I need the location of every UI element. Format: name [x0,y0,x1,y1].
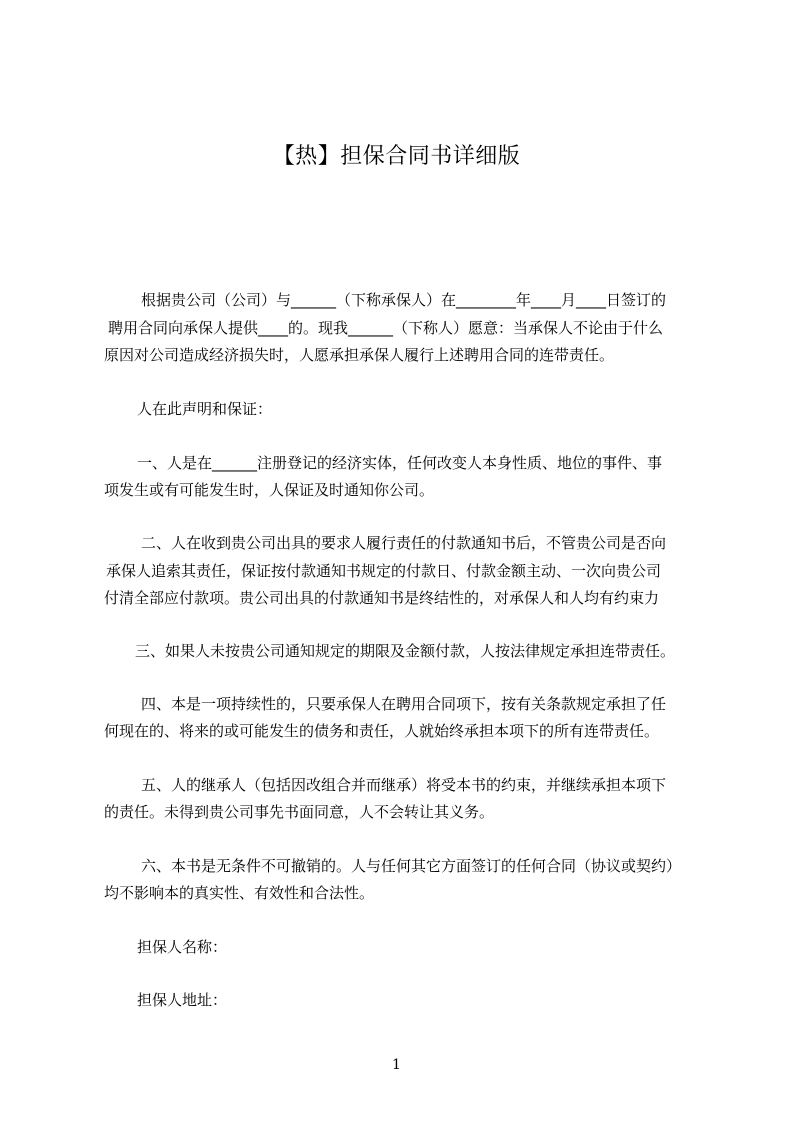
guarantor-address-label: 担保人地址： [137,991,228,1009]
paragraph-5-line-1: 三、如果人未按贵公司通知规定的期限及金额付款，人按法律规定承担连带责任。 [135,642,676,660]
paragraph-6-line-1: 四、本是一项持续性的，只要承保人在聘用合同项下，按有关条款规定承担了任 [141,695,667,713]
paragraph-8-line-2: 均不影响本的真实性、有效性和合法性。 [104,884,375,902]
paragraph-1-line-1: 根据贵公司（公司）与______（下称承保人）在________年____月____日签订的 [141,291,667,309]
paragraph-4-line-1: 二、人在收到贵公司出具的要求人履行责任的付款通知书后，不管贵公司是否向 [141,534,667,552]
page-number: 1 [392,1057,401,1073]
paragraph-6-line-2: 何现在的、将来的或可能发生的债务和责任，人就始终承担本项下的所有连带责任。 [104,722,660,740]
paragraph-4-line-3: 付清全部应付款项。贵公司出具的付款通知书是终结性的，对承保人和人均有约束力 [104,589,660,607]
paragraph-2-line-1: 人在此声明和保证： [137,400,273,418]
paragraph-7-line-1: 五、人的继承人（包括因改组合并而继承）将受本书的约束，并继续承担本项下 [141,776,667,794]
paragraph-7-line-2: 的责任。未得到贵公司事先书面同意，人不会转让其义务。 [104,803,495,821]
paragraph-1-line-2: 聘用合同向承保人提供____的。现我______（下称人）愿意：当承保人不论由于什么 [108,319,664,337]
paragraph-3-line-2: 项发生或有可能发生时，人保证及时通知你公司。 [104,481,435,499]
paragraph-8-line-1: 六、本书是无条件不可撤销的。人与任何其它方面签订的任何合同（协议或契约） [141,857,682,875]
guarantor-name-label: 担保人名称： [137,938,228,956]
document-title: 【热】担保合同书详细版 [272,144,521,169]
paragraph-3-line-1: 一、人是在______注册登记的经济实体，任何改变人本身性质、地位的事件、事 [137,454,663,472]
paragraph-4-line-2: 承保人追索其责任，保证按付款通知书规定的付款日、付款金额主动、一次向贵公司 [106,562,662,580]
paragraph-1-line-3: 原因对公司造成经济损失时，人愿承担承保人履行上述聘用合同的连带责任。 [104,346,615,364]
